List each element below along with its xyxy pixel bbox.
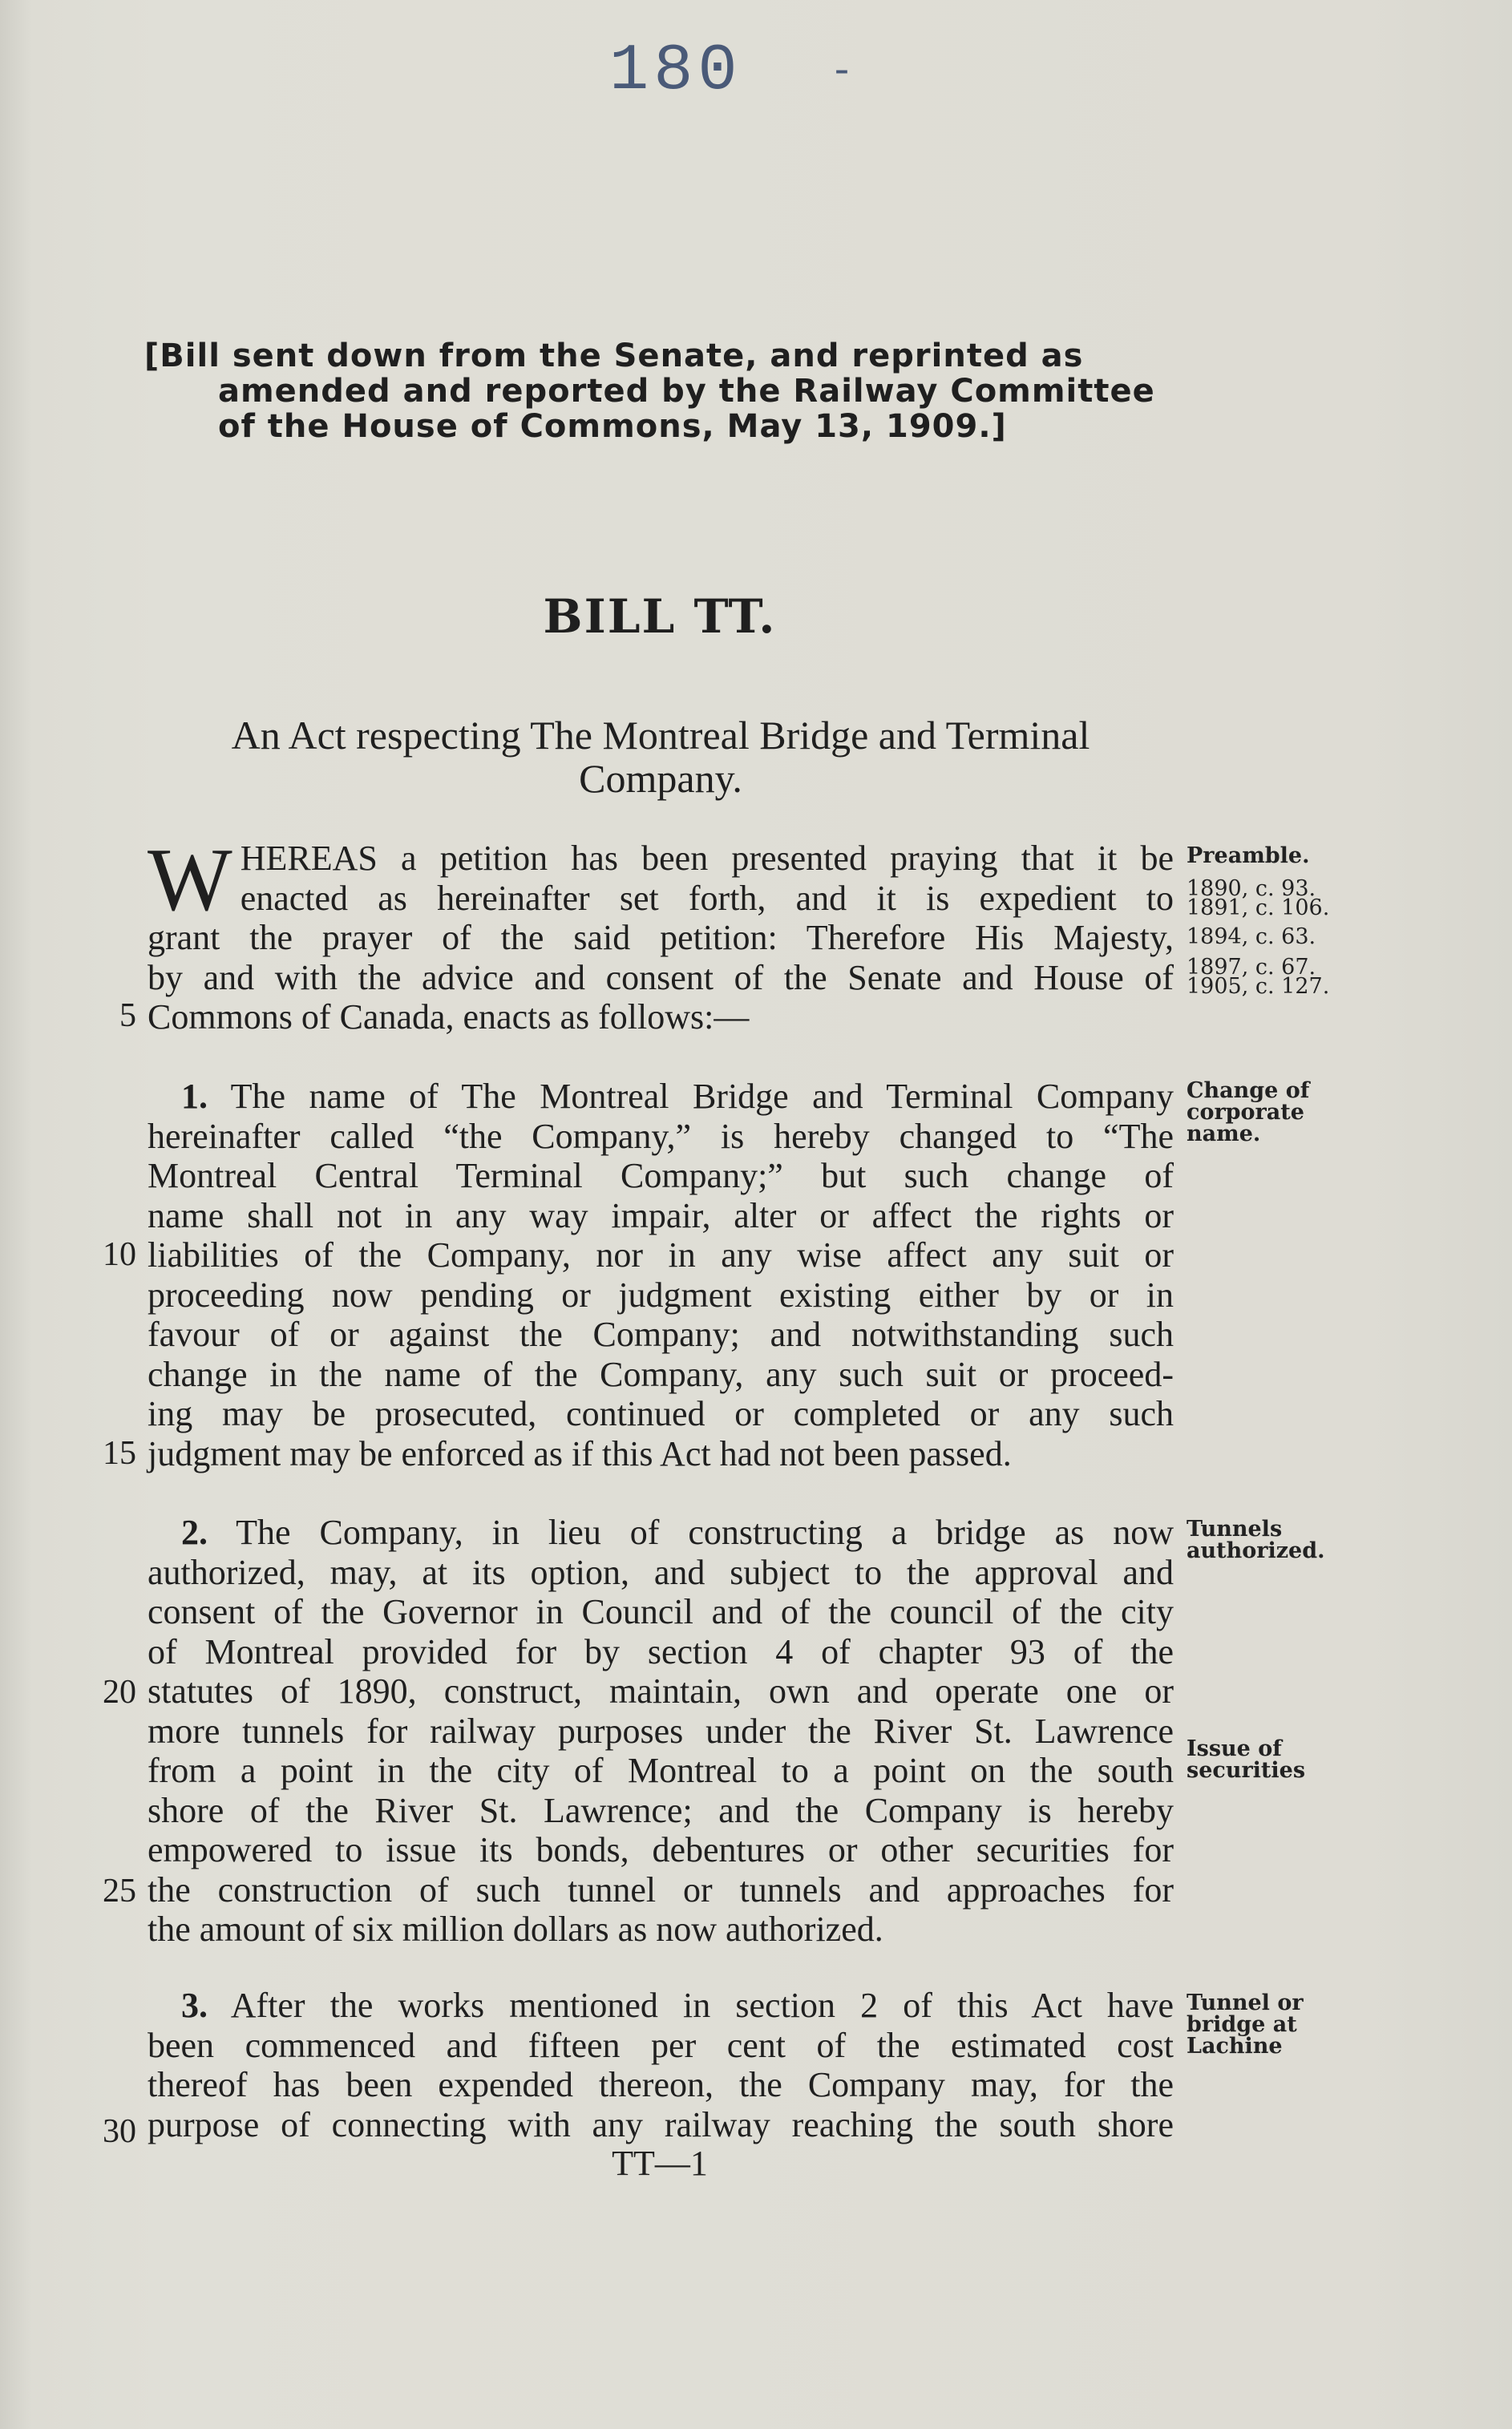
text-line: Commons of Canada, enacts as follows:—	[148, 997, 750, 1037]
subtitle-line: Company.	[579, 756, 742, 801]
line-number: 15	[103, 1435, 136, 1472]
margin-note-securities: Issue of securities	[1187, 1736, 1306, 1783]
text-line: been commenced and fifteen per cent of the estimated cost	[148, 2025, 1174, 2065]
text-line: thereof has been expended thereon, the Company may, for the	[148, 2065, 1174, 2104]
act-subtitle	[148, 713, 1174, 800]
bill-title: BILL TT.	[543, 589, 777, 644]
section-1	[148, 1077, 1174, 1473]
handwritten-mark: -	[830, 50, 855, 95]
text-line: judgment may be enforced as if this Act had not been passed.	[148, 1433, 1012, 1473]
bill-intro-note	[144, 338, 1178, 444]
text-line: proceeding now pending or judgment existing either by or in	[148, 1275, 1174, 1315]
text-line: the amount of six million dollars as now authorized.	[148, 1910, 883, 1949]
text-line: of Montreal provided for by section 4 of chapter 93 of the	[148, 1631, 1174, 1671]
intro-line: [Bill sent down from the Senate, and reprinted as	[144, 337, 1084, 374]
section-3	[148, 1986, 1174, 2144]
citation: 1890, c. 93.	[1187, 876, 1316, 901]
text-line: liabilities of the Company, nor in any wise affect any suit or	[148, 1235, 1174, 1275]
text-line: name shall not in any way impair, alter or affect the rights or	[148, 1195, 1174, 1235]
text-line: the construction of such tunnel or tunnels and approaches for	[148, 1869, 1174, 1910]
text-line: The name of The Montreal Bridge and Terminal Company	[230, 1077, 1174, 1116]
margin-note-change-name: Change of corporate name.	[1187, 1078, 1310, 1146]
text-line: from a point in the city of Montreal to a point on the south	[148, 1751, 1174, 1790]
text-line: HEREAS a petition has been presented praying that it be	[240, 839, 1174, 878]
line-number: 30	[103, 2113, 136, 2150]
text-line: empowered to issue its bonds, debentures or other securities for	[148, 1830, 1174, 1869]
section-2	[148, 1513, 1174, 1950]
text-line: by and with the advice and consent of the Senate and House of	[148, 957, 1174, 997]
margin-note-citations	[1187, 876, 1363, 999]
section-number: 2.	[181, 1513, 208, 1552]
dropcap: W	[148, 831, 232, 930]
text-line: The Company, in lieu of constructing a bridge as now	[236, 1513, 1174, 1552]
text-line: hereinafter called “the Company,” is hereby changed to “The	[148, 1116, 1174, 1156]
intro-line: of the House of Commons, May 13, 1909.]	[218, 408, 1007, 445]
citation: 1905, c. 127.	[1187, 974, 1330, 999]
preamble-paragraph	[148, 831, 1174, 1037]
text-line: authorized, may, at its option, and subject to the approval and	[148, 1552, 1174, 1592]
line-number: 10	[103, 1236, 136, 1273]
text-line: statutes of 1890, construct, maintain, own and operate one or	[148, 1671, 1174, 1711]
page-footer: TT—1	[612, 2144, 708, 2183]
line-number: 5	[119, 997, 136, 1034]
text-line: more tunnels for railway purposes under the River St. Lawrence	[148, 1711, 1174, 1751]
handwritten-page-number: 180	[609, 34, 742, 108]
text-line: shore of the River St. Lawrence; and the Company is hereby	[148, 1790, 1174, 1830]
citation: 1894, c. 63.	[1187, 924, 1316, 949]
text-line: purpose of connecting with any railway reaching the south shore	[148, 2104, 1174, 2144]
intro-line: amended and reported by the Railway Committee	[218, 373, 1155, 410]
subtitle-line: An Act respecting The Montreal Bridge and Terminal	[231, 713, 1090, 758]
citation: 1891, c. 106.	[1187, 895, 1330, 920]
section-number: 3.	[181, 1986, 208, 2025]
text-line: ing may be prosecuted, continued or completed or any such	[148, 1394, 1174, 1433]
line-number: 20	[103, 1674, 136, 1711]
text-line: grant the prayer of the said petition: Therefore His Majesty,	[148, 918, 1174, 957]
text-line: consent of the Governor in Council and of the council of the city	[148, 1592, 1174, 1631]
section-number: 1.	[181, 1077, 208, 1116]
text-line: After the works mentioned in section 2 of this Act have	[230, 1986, 1174, 2025]
text-line: enacted as hereinafter set forth, and it is expedient to	[240, 878, 1174, 918]
text-line: favour of or against the Company; and notwithstanding such	[148, 1315, 1174, 1354]
margin-note-tunnels: Tunnels authorized.	[1187, 1517, 1325, 1563]
citation: 1897, c. 67.	[1187, 955, 1316, 980]
line-number: 25	[103, 1873, 136, 1910]
margin-note-preamble: Preamble.	[1187, 843, 1310, 868]
text-line: change in the name of the Company, any such suit or proceed-	[148, 1354, 1174, 1394]
text-line: Montreal Central Terminal Company;” but such change of	[148, 1156, 1174, 1195]
margin-note-lachine: Tunnel or bridge at Lachine	[1187, 1990, 1304, 2059]
